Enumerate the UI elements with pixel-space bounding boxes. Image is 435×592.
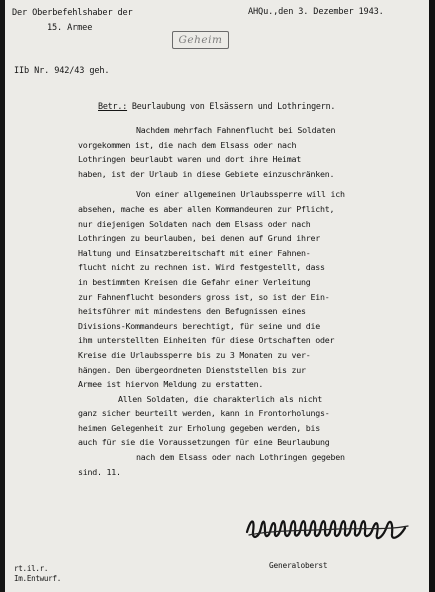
secret-stamp: Geheim bbox=[172, 31, 229, 49]
body-line: ihm unterstellten Einheiten für diese Ortschaften oder bbox=[78, 335, 335, 346]
scan-edge-right bbox=[429, 0, 435, 592]
body-line: heimen Gelegenheit zur Erholung gegeben werden, bis bbox=[78, 422, 321, 433]
body-line: hängen. Den übergeordneten Dienststellen bis zur bbox=[78, 364, 306, 375]
reference-number: IIb Nr. 942/43 geh. bbox=[14, 66, 110, 76]
place-date: AHQu.,den 3. Dezember 1943. bbox=[248, 7, 384, 17]
body-line: auch für sie die Voraussetzungen für eine Beurlaubung bbox=[78, 437, 330, 448]
body-line: vorgekommen ist, die nach dem Elsass oder nach bbox=[78, 139, 297, 150]
body-line: Divisions-Kommandeurs berechtigt, für seine und die bbox=[78, 320, 321, 331]
handwritten-signature bbox=[243, 508, 413, 548]
body-line: flucht nicht zu rechnen ist. Wird festgestellt, dass bbox=[78, 262, 325, 273]
body-line: in bestimmten Kreisen die Gefahr einer Verleitung bbox=[78, 276, 311, 287]
footer-line-1: rt.il.r. bbox=[14, 564, 49, 573]
body-line: Haltung und Einsatzbereitschaft mit einer Fahnen- bbox=[78, 247, 311, 258]
scan-edge-left bbox=[0, 0, 5, 592]
body-line: nur diejenigen Soldaten nach dem Elsass oder nach bbox=[78, 218, 311, 229]
body-line: Nachdem mehrfach Fahnenflucht bei Soldaten bbox=[136, 125, 336, 135]
body-line: ganz sicher beurteilt werden, kann in Frontorholungs- bbox=[78, 408, 330, 419]
body-line: heitsführer mit mindestens den Befugnissen eines bbox=[78, 306, 306, 317]
body-line: Lothringen zu beurlauben, bei denen auf Grund ihrer bbox=[78, 233, 321, 244]
body-line: haben, ist der Urlaub in diese Gebiete einzuschränken. bbox=[78, 168, 335, 179]
body-line: Kreise die Urlaubssperre bis zu 3 Monaten zu ver- bbox=[78, 349, 311, 360]
body-line: zur Fahnenflucht besonders gross ist, so ist der Ein- bbox=[78, 291, 330, 302]
subject-line bbox=[98, 101, 335, 111]
subject-text: Beurlaubung von Elsässern und Lothringern. bbox=[127, 101, 336, 111]
body-line: Von einer allgemeinen Urlaubssperre will ich bbox=[136, 189, 345, 200]
sender-line-1: Der Oberbefehlshaber der bbox=[12, 8, 133, 18]
body-line: absehen, mache es aber allen Kommandeuren zur Pflicht, bbox=[78, 203, 335, 214]
body-line: Lothringen beurlaubt waren und dort ihre Heimat bbox=[78, 154, 302, 165]
body-line: Allen Soldaten, die charakterlich als nicht bbox=[118, 393, 323, 404]
footer-line-2: Im.Entwurf. bbox=[14, 574, 61, 583]
letter-body bbox=[78, 123, 428, 479]
body-line: sind. 11. bbox=[78, 466, 121, 477]
body-line: nach dem Elsass oder nach Lothringen gegeben bbox=[136, 452, 345, 463]
sender-line-2: 15. Armee bbox=[47, 23, 93, 33]
body-line: Armee ist hiervon Meldung zu erstatten. bbox=[78, 379, 264, 390]
subject-prefix: Betr.: bbox=[98, 101, 128, 111]
signatory-title: Generaloberst bbox=[269, 561, 328, 570]
